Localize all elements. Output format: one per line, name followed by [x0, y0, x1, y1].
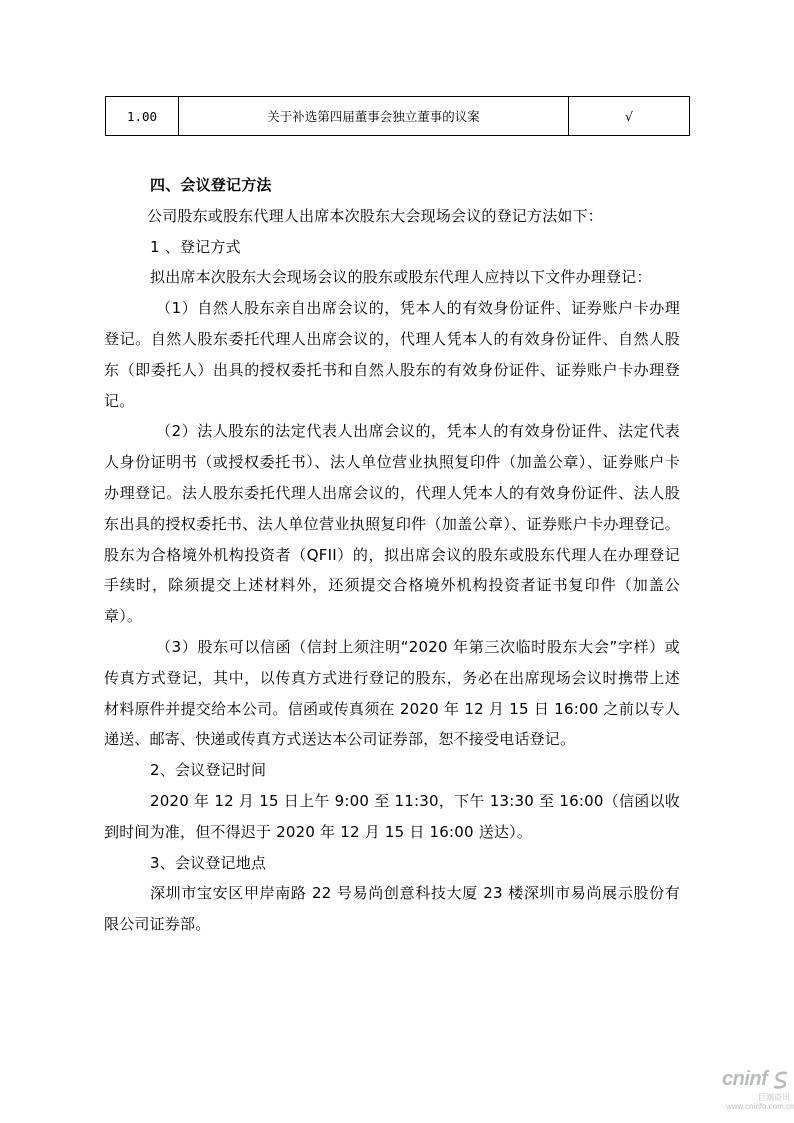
subsection-title-3: 3、会议登记地点	[150, 853, 267, 872]
cninfo-watermark-logo	[710, 1068, 794, 1118]
motion-title: 关于补选第四届董事会独立董事的议案	[179, 97, 569, 136]
paragraph-item-3: （3）股东可以信函（信封上须注明“2020 年第三次临时股东大会”字样）或传真方式登记，其中，以传真方式进行登记的股东，务必在出席现场会议时携带上述材料原件并提交给本公司。信函或传真须在 2020 年 12 月 15 日 16:00 之前以专人递送、邮寄、快递或传真方式送达本公司证券部，恕不接受电话登记。	[104, 637, 680, 749]
paragraph-item-2: （2）法人股东的法定代表人出席会议的，凭本人的有效身份证件、法定代表人身份证明书（或授权委托书）、法人单位营业执照复印件（加盖公章）、证券账户卡办理登记。法人股东委托代理人出席会议的，代理人凭本人的有效身份证件、法人股东出具的授权委托书、法人单位营业执照复印件（加盖公章）、证券账户卡办理登记。股东为合格境外机构投资者（QFII）的，拟出席会议的股东或股东代理人在办理登记手续时，除须提交上述材料外，还须提交合格境外机构投资者证书复印件（加盖公章）。	[104, 422, 680, 626]
section-intro: 公司股东或股东代理人出席本次股东大会现场会议的登记方法如下：	[147, 206, 604, 225]
motion-check-mark: √	[569, 97, 690, 136]
subsection-title-2: 2、会议登记时间	[150, 761, 267, 780]
section-heading: 四、会议登记方法	[150, 176, 272, 194]
registration-time-text: 2020 年 12 月 15 日上午 9:00 至 11:30，下午 13:30 至 16:00（信函以收到时间为准，但不得迟于 2020 年 12 月 15 日 16:00 送达）。	[104, 791, 680, 841]
subsection-intro-1: 拟出席本次股东大会现场会议的股东或股东代理人应持以下文件办理登记：	[150, 268, 652, 287]
watermark-chinese-name: 巨潮资讯	[758, 1093, 790, 1102]
table-row	[106, 97, 690, 136]
document-body	[104, 170, 680, 940]
motion-number: 1.00	[106, 97, 179, 136]
watermark-url: www.cninfo.com.cn	[726, 1102, 794, 1111]
paragraph-item-1: （1）自然人股东亲自出席会议的，凭本人的有效身份证件、证券账户卡办理登记。自然人股东委托代理人出席会议的，代理人凭本人的有效身份证件、自然人股东（即委托人）出具的授权委托书和自然人股东的有效身份证件、证券账户卡办理登记。	[104, 299, 680, 410]
swirl-icon	[772, 1070, 790, 1090]
subsection-title-1: 1 、登记方式	[150, 237, 241, 256]
watermark-brand: cninf	[722, 1068, 768, 1090]
registration-location-text: 深圳市宝安区甲岸南路 22 号易尚创意科技大厦 23 楼深圳市易尚展示股份有限公司证券部。	[104, 884, 680, 934]
motion-table	[105, 96, 690, 136]
